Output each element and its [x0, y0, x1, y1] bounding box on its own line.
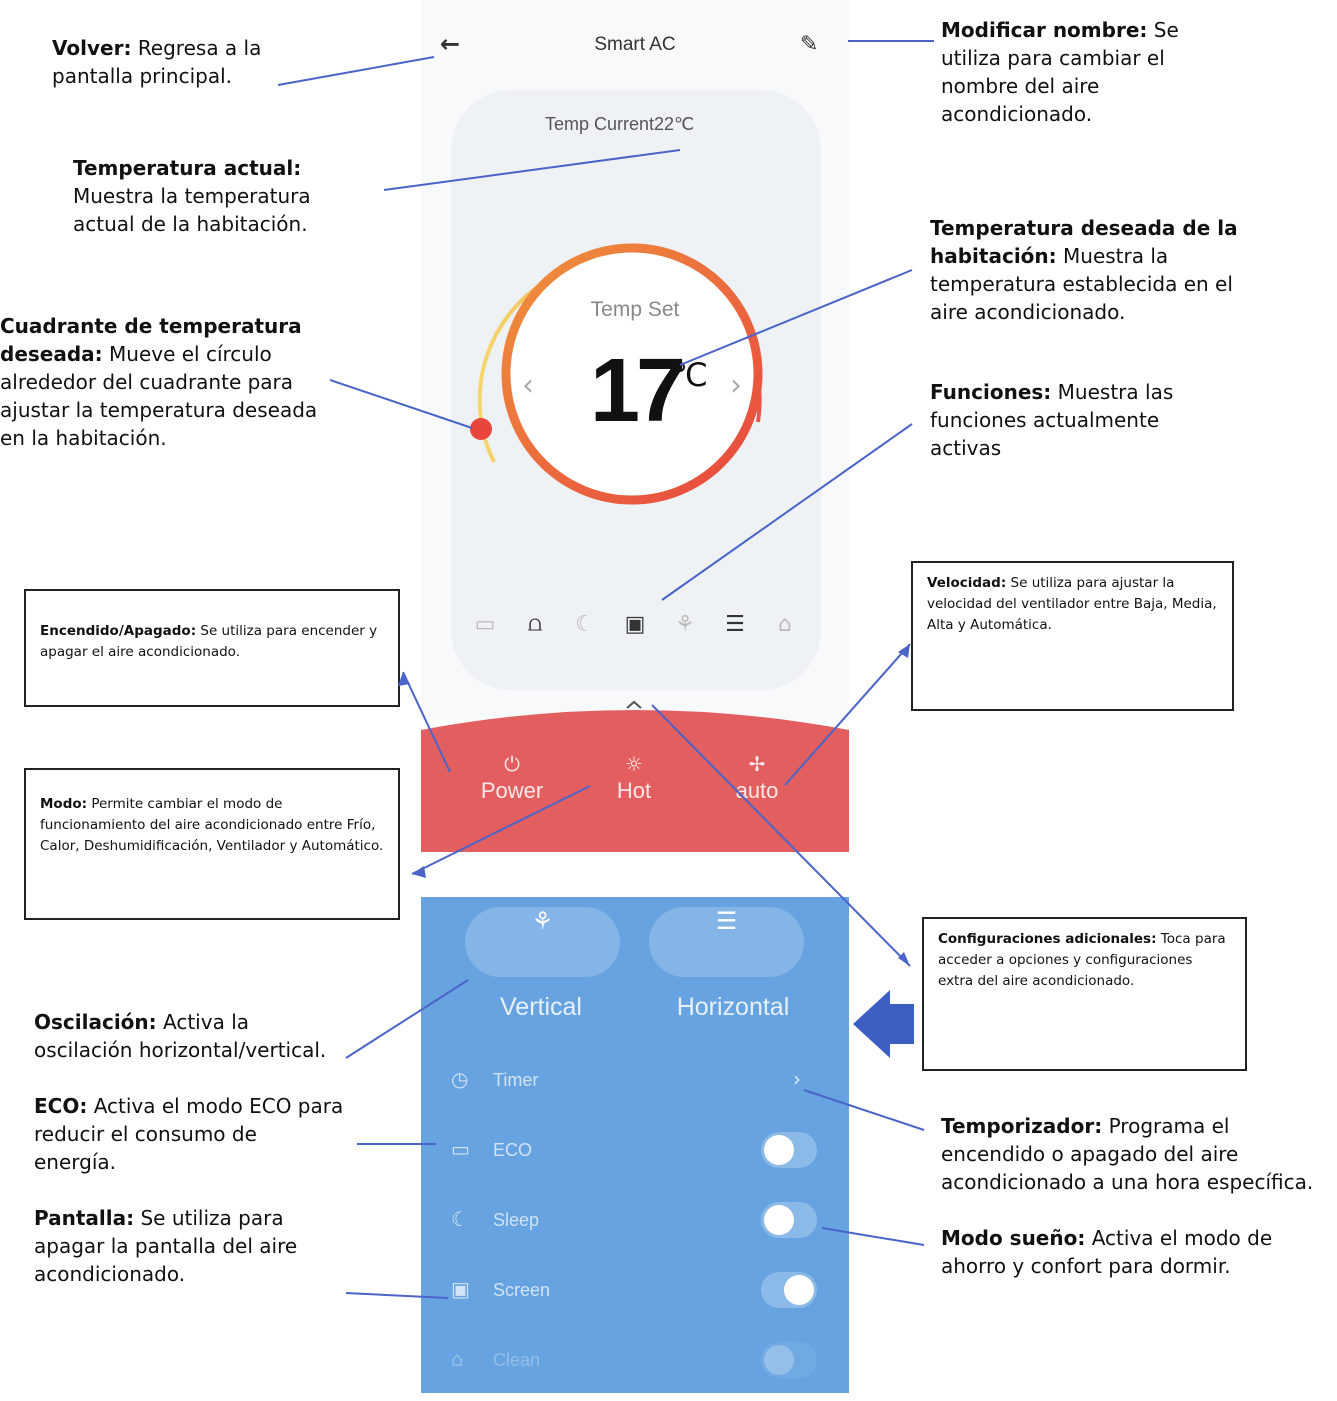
annotation-title: Modo:: [40, 796, 88, 812]
vertical-label: Vertical: [500, 993, 582, 1021]
leader-line-funciones: [662, 424, 912, 600]
annotation-text: Activa la oscilación horizontal/vertical.: [34, 1010, 327, 1062]
decrease-temp-icon[interactable]: ‹: [522, 368, 534, 403]
clean-icon: ⌂: [778, 612, 792, 637]
increase-temp-icon[interactable]: ›: [730, 368, 742, 403]
arrowhead-encendido: [398, 672, 410, 686]
clock-icon: ◷: [451, 1067, 469, 1091]
vertical-swing-icon: ⚘: [675, 612, 695, 637]
timer-label: Timer: [493, 1070, 539, 1090]
eco-icon: ▭: [474, 612, 496, 637]
back-arrow-icon[interactable]: ←: [440, 30, 461, 58]
leader-line-modo: [412, 786, 590, 874]
annotation-text: Se utiliza para cambiar el nombre del aire acondicionado.: [941, 18, 1179, 126]
annotation-title: Configuraciones adicionales:: [938, 931, 1157, 947]
sun-icon: ☼: [625, 752, 643, 776]
sleep-label: Sleep: [493, 1210, 540, 1230]
leader-line-pantalla: [346, 1293, 448, 1298]
leader-line-sueno: [822, 1228, 924, 1245]
block-arrow-icon: [853, 990, 914, 1058]
screen-label: Screen: [493, 1280, 551, 1300]
fan-icon: ✢: [748, 752, 766, 776]
annotation-text: Permite cambiar el modo de funcionamiento del aire acondicionado entre Frío, Calor, Deshumidificación, Ventilador y Automático.: [40, 796, 384, 854]
leader-line-velocidad: [785, 644, 910, 785]
annotation-title: Pantalla:: [34, 1206, 135, 1230]
vertical-swing-icon: ⚘: [531, 907, 554, 935]
eco-label: ECO: [493, 1140, 533, 1160]
annotation-title: Temporizador:: [941, 1114, 1103, 1138]
leader-line-cuadrante: [330, 380, 472, 428]
annotation-text: Muestra las funciones actualmente activas: [930, 380, 1174, 460]
temp-set-value: 17: [590, 341, 683, 441]
annotation-text: Programa el encendido o apagado del aire acondicionado a una hora específica.: [941, 1114, 1314, 1194]
annotation-title: ECO:: [34, 1094, 88, 1118]
annotation-text: Se utiliza para encender y apagar el aire acondicionado.: [40, 623, 378, 660]
chevron-right-icon: ›: [793, 1067, 801, 1091]
temp-unit: ℃: [672, 357, 708, 393]
leader-line-volver: [278, 57, 434, 85]
arrowhead-config: [898, 952, 910, 966]
annotation-title: Modificar nombre:: [941, 18, 1148, 42]
annotation-text: Muestra la temperatura establecida en el aire acondicionado.: [930, 244, 1233, 324]
annotation-title: Encendido/Apagado:: [40, 623, 197, 639]
annotation-text: Muestra la temperatura actual de la habitación.: [73, 184, 311, 236]
annotation-title: Temperatura actual:: [73, 156, 302, 180]
annotation-title: Oscilación:: [34, 1010, 157, 1034]
annotation-text: Se utiliza para apagar la pantalla del aire acondicionado.: [34, 1206, 298, 1286]
annotation-title: Modo sueño:: [941, 1226, 1086, 1250]
pencil-icon[interactable]: ✎: [800, 32, 819, 57]
leader-line-temporizador: [804, 1090, 924, 1130]
annotation-text: Toca para acceder a opciones y configuraciones extra del aire acondicionado.: [938, 931, 1226, 989]
leader-line-oscilacion: [346, 980, 468, 1058]
horizontal-swing-icon: ⩍: [527, 612, 543, 637]
annotation-title: Velocidad:: [927, 575, 1007, 591]
annotation-text: Se utiliza para ajustar la velocidad del ventilador entre Baja, Media, Alta y Automática.: [927, 575, 1217, 633]
power-icon: ⏻: [504, 752, 520, 776]
annotation-title: Volver:: [52, 36, 132, 60]
horizontal-label: Horizontal: [676, 993, 790, 1021]
annotation-text: Activa el modo de ahorro y confort para dormir.: [941, 1226, 1273, 1278]
eco-icon: ▭: [451, 1137, 470, 1161]
annotation-text: Activa el modo ECO para reducir el consumo de energía.: [34, 1094, 344, 1174]
leader-line-temp-deseada: [680, 270, 912, 365]
leader-line-encendido: [403, 672, 450, 772]
annotation-text: Mueve el círculo alrededor del cuadrante para ajustar la temperatura deseada en la habitación.: [0, 342, 318, 450]
power-label: Power: [480, 778, 544, 803]
sleep-icon: ☾: [575, 612, 595, 637]
clean-label: Clean: [493, 1350, 541, 1370]
annotation-title: Temperatura deseada de la habitación:: [930, 216, 1238, 268]
annotation-title: Cuadrante de temperatura deseada:: [0, 314, 302, 366]
screen-icon: ▣: [624, 612, 646, 637]
temp-set-label: Temp Set: [590, 298, 680, 321]
clean-icon: ⌂: [451, 1347, 464, 1371]
mode-label: Hot: [616, 778, 652, 803]
fan-speed-label: auto: [735, 778, 779, 803]
annotation-text: Regresa a la pantalla principal.: [52, 36, 262, 88]
moon-icon: ☾: [451, 1207, 469, 1231]
leader-line-config: [652, 705, 910, 966]
screen-icon: ▣: [451, 1277, 470, 1301]
leader-line-temp-actual: [384, 150, 680, 190]
fan-speed-icon: ☰: [725, 612, 745, 637]
annotation-title: Funciones:: [930, 380, 1052, 404]
app-title: Smart AC: [594, 34, 676, 55]
current-temperature: Temp Current22℃: [545, 114, 695, 134]
horizontal-swing-icon: ☰: [715, 907, 738, 935]
